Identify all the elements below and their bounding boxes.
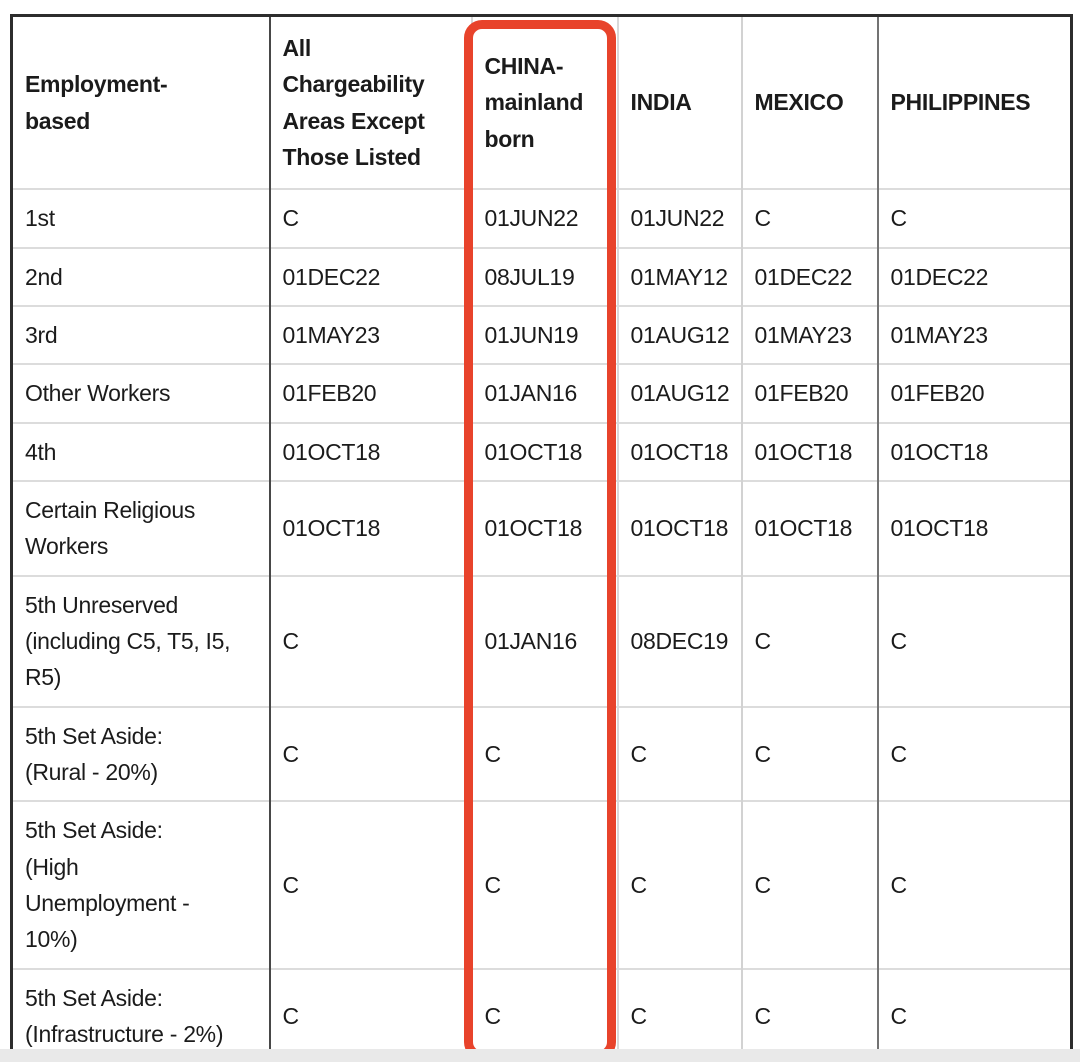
table-row — [12, 707, 1072, 802]
row-label: Other Workers — [12, 364, 270, 422]
date-cell: 01OCT18 — [618, 481, 742, 576]
date-cell: 01MAY23 — [270, 306, 472, 364]
column-header-employment-based: Employment- based — [12, 16, 270, 190]
table-row — [12, 576, 1072, 707]
date-cell: C — [618, 801, 742, 968]
date-cell: C — [742, 801, 878, 968]
date-cell: 01JUN22 — [472, 189, 618, 247]
date-cell: C — [742, 969, 878, 1062]
table-row — [12, 306, 1072, 364]
date-cell: 01DEC22 — [890, 263, 989, 290]
date-cell: C — [890, 1002, 907, 1029]
date-cell: 01MAY12 — [618, 248, 742, 306]
date-cell: 01JUN19 — [472, 306, 618, 364]
date-cell: C — [270, 576, 472, 707]
date-cell: 01FEB20 — [270, 364, 472, 422]
date-cell: 01MAY23 — [742, 306, 878, 364]
date-cell: 01OCT18 — [742, 481, 878, 576]
date-cell: 01AUG12 — [618, 306, 742, 364]
date-cell: 01JAN16 — [472, 576, 618, 707]
row-label: 5th Set Aside: (Infrastructure - 2%) — [12, 969, 270, 1062]
row-label: 1st — [12, 189, 270, 247]
table-row — [12, 801, 1072, 968]
table-row — [12, 423, 1072, 481]
column-header-all-chargeability: All Chargeability Areas Except Those Listed — [270, 16, 472, 190]
row-label: 4th — [12, 423, 270, 481]
table-row — [12, 189, 1072, 247]
date-cell: 01DEC22 — [270, 248, 472, 306]
table-body — [12, 189, 1072, 1062]
row-label: 5th Set Aside: (High Unemployment - 10%) — [12, 801, 270, 968]
date-cell: C — [270, 189, 472, 247]
date-cell: C — [472, 707, 618, 802]
date-cell: 01AUG12 — [618, 364, 742, 422]
date-cell: 01OCT18 — [270, 423, 472, 481]
column-header-india: INDIA — [618, 16, 742, 190]
row-label: 5th Unreserved (including C5, T5, I5, R5) — [12, 576, 270, 707]
date-cell: C — [270, 969, 472, 1062]
visa-bulletin-table — [10, 14, 1073, 1062]
date-cell: 01OCT18 — [890, 438, 989, 465]
date-cell: C — [890, 627, 907, 654]
date-cell: 01FEB20 — [742, 364, 878, 422]
date-cell: 01JUN22 — [618, 189, 742, 247]
date-cell: C — [742, 707, 878, 802]
visa-bulletin-table-wrap — [10, 14, 1070, 1062]
date-cell: C — [472, 801, 618, 968]
date-cell: 01JAN16 — [472, 364, 618, 422]
date-cell: C — [270, 707, 472, 802]
date-cell: 08DEC19 — [618, 576, 742, 707]
table-row — [12, 248, 1072, 306]
row-label: 5th Set Aside: (Rural - 20%) — [12, 707, 270, 802]
row-label: 3rd — [12, 306, 270, 364]
table-row — [12, 364, 1072, 422]
date-cell: C — [890, 740, 907, 767]
table-row — [12, 969, 1072, 1062]
date-cell: C — [890, 205, 907, 232]
page-background-strip — [0, 1049, 1080, 1062]
row-label: 2nd — [12, 248, 270, 306]
date-cell: C — [890, 871, 907, 898]
column-header-philippines: PHILIPPINES — [890, 89, 1031, 116]
date-cell: 01FEB20 — [890, 380, 985, 407]
table-row — [12, 481, 1072, 576]
date-cell: C — [472, 969, 618, 1062]
header-row — [12, 16, 1072, 190]
date-cell: 01OCT18 — [742, 423, 878, 481]
date-cell: C — [618, 969, 742, 1062]
column-header-mexico: MEXICO — [742, 16, 878, 190]
date-cell: C — [270, 801, 472, 968]
date-cell: 01DEC22 — [742, 248, 878, 306]
date-cell: C — [742, 189, 878, 247]
date-cell: C — [742, 576, 878, 707]
row-label: Certain Religious Workers — [12, 481, 270, 576]
date-cell: 01OCT18 — [618, 423, 742, 481]
date-cell: 01OCT18 — [472, 481, 618, 576]
date-cell: 01OCT18 — [472, 423, 618, 481]
date-cell: 01OCT18 — [890, 515, 989, 542]
date-cell: 08JUL19 — [472, 248, 618, 306]
date-cell: 01MAY23 — [890, 321, 988, 348]
column-header-china-mainland-born: CHINA- mainland born — [472, 16, 618, 190]
date-cell: C — [618, 707, 742, 802]
date-cell: 01OCT18 — [270, 481, 472, 576]
